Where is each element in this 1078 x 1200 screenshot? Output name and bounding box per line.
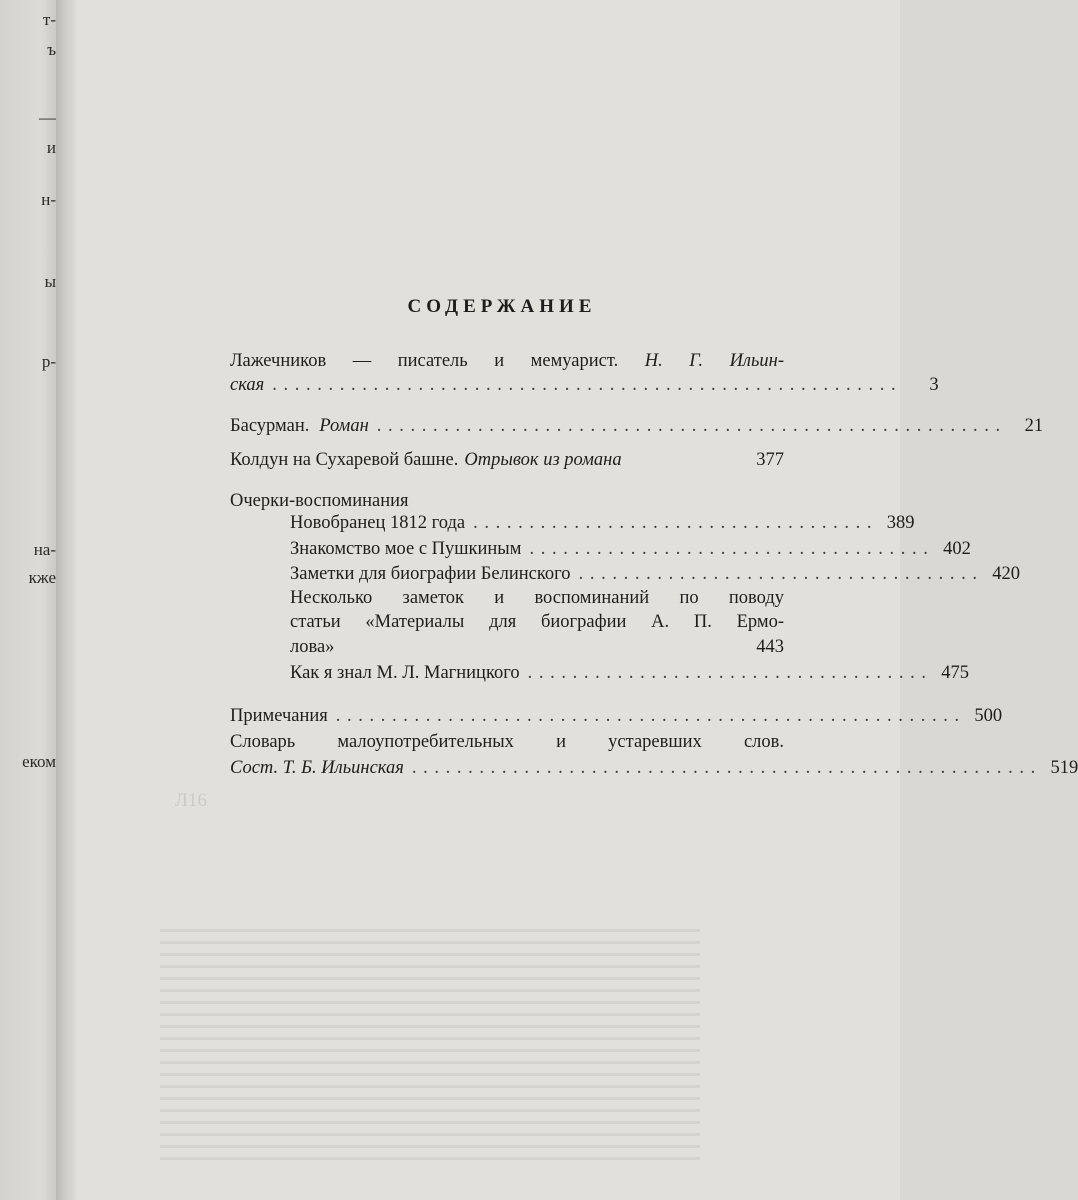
toc-entry-genre: Роман [319, 416, 369, 436]
toc-entry-intro [230, 372, 939, 398]
toc-entry-title: лова» [290, 637, 335, 657]
toc-entry-title: Колдун на Сухаревой башне. [230, 450, 459, 470]
toc-entry-belinsky [290, 561, 1020, 587]
toc-entry-title: Басурман. [230, 416, 310, 436]
toc-entry-basurman [230, 413, 1044, 439]
page-number: 500 [974, 706, 1003, 726]
leader-dots: . . . . . . . . . . . . . . . . . . . . . . . . . . . . . . . . . . . . [578, 564, 978, 584]
page-number: 443 [756, 637, 784, 657]
page-number: 3 [929, 375, 939, 395]
page-number: 389 [886, 513, 915, 533]
page-number: 519 [1050, 758, 1078, 778]
facing-page-fragment: и [46, 138, 56, 157]
facing-page-fragment: — [39, 108, 56, 127]
toc-entry-novobranets [290, 510, 915, 536]
leader-dots: . . . . . . . . . . . . . . . . . . . . . . . . . . . . . . . . . . . . [473, 513, 873, 533]
toc-title: СОДЕРЖАНИЕ [407, 296, 597, 317]
toc-entry-notes [230, 703, 1003, 729]
toc-entry-ermolov-line2: статьи «Материалы для биографии А. П. Ермо- [290, 612, 784, 632]
toc-entry-dictionary-line1: Словарь малоупотребительных и устаревших слов. [230, 732, 784, 752]
leader-dots: . . . . . . . . . . . . . . . . . . . . . . . . . . . . . . . . . . . . . . . . . . . . . . . . . . . . . . . . [411, 758, 1037, 778]
toc-entry-ermolov-line1: Несколько заметок и воспоминаний по поводу [290, 588, 784, 608]
toc-entry-title: Как я знал М. Л. Магницкого [290, 663, 520, 683]
facing-page-fragment: кже [28, 568, 56, 587]
page-number: 377 [756, 450, 784, 470]
leader-dots: . . . . . . . . . . . . . . . . . . . . . . . . . . . . . . . . . . . . . . . . . . . . . . . . . . . . . . . . [272, 375, 897, 395]
facing-page-fragment: на- [33, 540, 56, 559]
toc-entry-title: Заметки для биографии Белинского [290, 564, 571, 584]
toc-entry-pushkin [290, 536, 971, 562]
facing-page-fragment: еком [22, 752, 56, 771]
facing-page-fragment: ы [44, 272, 56, 291]
toc-entry-koldun [230, 447, 784, 473]
show-through-code: Л16 [175, 790, 207, 811]
toc-entry-title: Знакомство мое с Пушкиным [290, 539, 522, 559]
toc-section-title: Очерки-воспоминания [230, 491, 409, 511]
toc-entry-author: Сост. Т. Б. Ильинская [230, 758, 404, 778]
toc-entry-intro-line1: Лажечников — писатель и мемуарист. Н. Г. Ильин- [230, 351, 785, 371]
show-through-text [160, 920, 700, 1160]
leader-dots: . . . . . . . . . . . . . . . . . . . . . . . . . . . . . . . . . . . . [527, 663, 927, 683]
page-number: 420 [992, 564, 1020, 584]
toc-entry-genre: Отрывок из романа [464, 450, 622, 470]
facing-page-fragment: н- [41, 190, 56, 209]
facing-page-fragment: ъ [47, 40, 56, 59]
facing-page-fragment: т- [42, 10, 56, 29]
leader-dots: . . . . . . . . . . . . . . . . . . . . . . . . . . . . . . . . . . . . . . . . . . . . . . . . . . . . . . . . [335, 706, 961, 726]
book-gutter [56, 0, 78, 1200]
toc-entry-dictionary [230, 755, 1078, 781]
toc-entry-author: ская [230, 375, 265, 395]
toc-entry-title: Новобранец 1812 года [290, 513, 466, 533]
page-number: 475 [941, 663, 969, 683]
toc-entry-magnitsky [290, 660, 969, 686]
facing-page-fragment: р- [41, 352, 56, 371]
toc-entry-ermolov [290, 634, 784, 660]
leader-dots: . . . . . . . . . . . . . . . . . . . . . . . . . . . . . . . . . . . . [529, 539, 929, 559]
facing-page [0, 0, 58, 1200]
toc-entry-title: Примечания [230, 706, 328, 726]
leader-dots: . . . . . . . . . . . . . . . . . . . . . . . . . . . . . . . . . . . . . . . . . . . . . . . . . . . . . . . . [376, 416, 1002, 436]
page-number: 21 [1024, 416, 1044, 436]
page-number: 402 [943, 539, 971, 559]
